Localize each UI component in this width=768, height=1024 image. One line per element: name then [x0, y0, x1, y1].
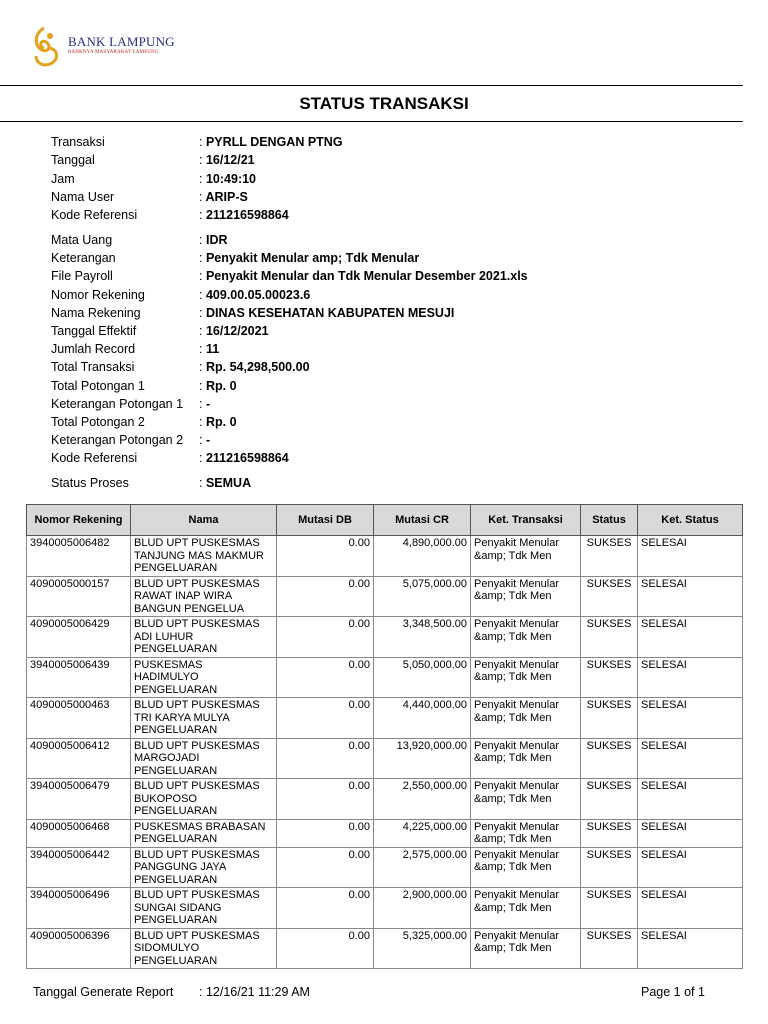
cell-nama: [131, 928, 277, 969]
cell-nama: [131, 657, 277, 698]
cell-mutasi-db: 0.00: [277, 819, 374, 847]
cell-status: SUKSES: [581, 698, 638, 739]
detail-label: Jumlah Record: [51, 342, 136, 357]
cell-ket-status: SELESAI: [638, 888, 743, 929]
cell-status: SUKSES: [581, 888, 638, 929]
cell-ket-transaksi-line: Penyakit Menular: [474, 780, 559, 792]
table-row: [27, 779, 743, 820]
detail-value: [199, 415, 237, 429]
cell-nama: [131, 819, 277, 847]
cell-status: SUKSES: [581, 536, 638, 577]
cell-nomor-rekening: 4090005000463: [27, 698, 131, 739]
cell-nama: [131, 576, 277, 617]
table-row: [27, 928, 743, 969]
cell-nama-line: PENGELUARAN: [134, 562, 218, 574]
cell-ket-transaksi-line: &amp; Tdk Men: [474, 861, 552, 873]
detail-label: Jam: [51, 171, 75, 186]
cell-ket-transaksi: [471, 928, 581, 969]
cell-nama-line: BLUD UPT PUSKESMAS: [134, 537, 260, 549]
detail-value: [199, 476, 251, 490]
detail-colon: :: [199, 189, 203, 204]
cell-nama-line: PENGELUARAN: [134, 683, 218, 696]
detail-colon: :: [199, 269, 203, 284]
detail-label: Tanggal Effektif: [51, 324, 137, 338]
cell-ket-transaksi-line: Penyakit Menular: [474, 739, 559, 752]
detail-value: [199, 153, 255, 167]
detail-colon: :: [199, 233, 203, 247]
detail-label: Keterangan Potongan 2: [51, 433, 184, 448]
detail-value-text: PYRLL DENGAN PTNG: [205, 135, 343, 149]
cell-mutasi-db: 0.00: [277, 779, 374, 820]
detail-label: Kode Referensi: [51, 451, 138, 466]
cell-nama-line: TRI KARYA MULYA: [134, 711, 230, 724]
cell-nama-line: BLUD UPT PUSKESMAS: [134, 889, 260, 901]
cell-nomor-rekening: 4090005006429: [27, 617, 131, 658]
column-header: Nama: [131, 505, 277, 536]
detail-value-text: 10:49:10: [205, 171, 257, 186]
detail-value-text: -: [205, 433, 211, 448]
detail-value: [199, 288, 310, 302]
detail-label: Total Potongan 1: [51, 378, 145, 393]
cell-status: SUKSES: [581, 576, 638, 617]
detail-label: Nama User: [51, 189, 115, 204]
detail-colon: :: [199, 287, 203, 302]
cell-nama-line: BUKOPOSO: [134, 792, 197, 805]
detail-colon: :: [199, 305, 203, 320]
detail-label: Total Potongan 2: [51, 415, 145, 429]
detail-colon: :: [199, 324, 203, 338]
cell-nomor-rekening: 4090005006468: [27, 819, 131, 847]
table-row: [27, 888, 743, 929]
detail-label: Keterangan: [51, 251, 116, 266]
table-row: [27, 536, 743, 577]
cell-nama-line: PENGELUARAN: [134, 873, 218, 886]
brand-tagline: BANKNYA MASYARAKAT LAMPUNG: [68, 50, 159, 55]
detail-value: [199, 360, 310, 374]
cell-ket-status: SELESAI: [638, 819, 743, 847]
detail-label: Tanggal: [51, 153, 95, 168]
detail-label: Transaksi: [51, 135, 105, 149]
cell-ket-transaksi-line: Penyakit Menular: [474, 889, 559, 901]
detail-colon: :: [199, 153, 203, 168]
top-divider: [0, 85, 743, 86]
cell-nama-line: BLUD UPT PUSKESMAS: [134, 577, 260, 590]
detail-label: Total Transaksi: [51, 360, 135, 375]
cell-nama: [131, 536, 277, 577]
cell-nama-line: SUNGAI SIDANG: [134, 901, 222, 914]
cell-nama-line: BLUD UPT PUSKESMAS: [134, 848, 260, 861]
cell-ket-transaksi-line: &amp; Tdk Men: [474, 630, 552, 643]
cell-ket-transaksi-line: &amp; Tdk Men: [474, 671, 552, 683]
cell-ket-status: SELESAI: [638, 698, 743, 739]
cell-nomor-rekening: 4090005006396: [27, 928, 131, 969]
table-row: [27, 576, 743, 617]
table-row: [27, 819, 743, 847]
bank-logo: [30, 24, 200, 74]
table-header-row: [27, 505, 743, 536]
cell-ket-transaksi-line: &amp; Tdk Men: [474, 792, 552, 805]
cell-mutasi-db: 0.00: [277, 928, 374, 969]
cell-nama-line: PUSKESMAS: [134, 658, 203, 671]
cell-status: SUKSES: [581, 779, 638, 820]
cell-nama-line: PENGELUARAN: [134, 914, 218, 926]
detail-colon: :: [199, 433, 203, 448]
detail-value: [199, 251, 419, 265]
cell-ket-transaksi: [471, 738, 581, 779]
cell-nama: [131, 738, 277, 779]
cell-nama-line: BLUD UPT PUSKESMAS: [134, 699, 260, 711]
cell-status: SUKSES: [581, 617, 638, 658]
table-row: [27, 847, 743, 888]
cell-nama-line: RAWAT INAP WIRA: [134, 590, 233, 602]
detail-value: [199, 324, 269, 338]
cell-nama-line: BLUD UPT PUSKESMAS: [134, 929, 260, 942]
cell-nama-line: ADI LUHUR: [134, 630, 194, 643]
cell-ket-status: SELESAI: [638, 657, 743, 698]
cell-mutasi-db: 0.00: [277, 888, 374, 929]
cell-ket-transaksi-line: Penyakit Menular: [474, 658, 559, 671]
cell-nama-line: BLUD UPT PUSKESMAS: [134, 618, 260, 630]
cell-status: SUKSES: [581, 928, 638, 969]
cell-nama-line: PANGGUNG JAYA: [134, 861, 227, 873]
cell-ket-status: SELESAI: [638, 738, 743, 779]
cell-ket-transaksi-line: &amp; Tdk Men: [474, 549, 552, 562]
table-row: [27, 617, 743, 658]
detail-value-text: -: [205, 396, 211, 411]
cell-nomor-rekening: 4090005000157: [27, 576, 131, 617]
generate-label: Tanggal Generate Report: [33, 985, 174, 999]
cell-mutasi-cr: 5,075,000.00: [374, 576, 471, 617]
page-title: STATUS TRANSAKSI: [299, 94, 469, 113]
cell-ket-status: SELESAI: [638, 847, 743, 888]
detail-colon: :: [199, 476, 203, 490]
cell-mutasi-db: 0.00: [277, 576, 374, 617]
cell-ket-transaksi: [471, 536, 581, 577]
cell-ket-transaksi-line: &amp; Tdk Men: [474, 901, 552, 914]
detail-value: [199, 269, 528, 283]
cell-mutasi-db: 0.00: [277, 698, 374, 739]
cell-nama-line: PUSKESMAS BRABASAN: [134, 820, 266, 833]
cell-status: SUKSES: [581, 819, 638, 847]
cell-nama-line: PENGELUARAN: [134, 764, 218, 777]
detail-colon: :: [199, 135, 203, 149]
cell-nama: [131, 779, 277, 820]
detail-label: Kode Referensi: [51, 208, 138, 223]
cell-ket-transaksi-line: &amp; Tdk Men: [474, 590, 552, 602]
column-header: Nomor Rekening: [27, 505, 131, 536]
detail-value: [199, 379, 237, 393]
detail-value: [199, 190, 248, 204]
detail-label: Keterangan Potongan 1: [51, 396, 184, 411]
detail-value-text: 211216598864: [205, 451, 289, 466]
detail-label: Nama Rekening: [51, 305, 141, 320]
cell-mutasi-cr: 13,920,000.00: [374, 738, 471, 779]
cell-nama: [131, 698, 277, 739]
cell-nama-line: TANJUNG MAS MAKMUR: [134, 549, 264, 562]
cell-nama-line: BANGUN PENGELUA: [134, 602, 245, 615]
bank-lampung-emblem-icon: [30, 24, 66, 70]
cell-mutasi-cr: 5,325,000.00: [374, 928, 471, 969]
cell-ket-status: SELESAI: [638, 928, 743, 969]
cell-mutasi-cr: 2,900,000.00: [374, 888, 471, 929]
detail-label: Nomor Rekening: [51, 287, 145, 302]
detail-value: [199, 172, 256, 186]
detail-colon: :: [199, 171, 203, 186]
cell-ket-transaksi: [471, 819, 581, 847]
cell-ket-transaksi-line: &amp; Tdk Men: [474, 942, 552, 954]
detail-colon: :: [199, 251, 203, 266]
page-number: Page 1 of 1: [641, 985, 705, 999]
cell-ket-status: SELESAI: [638, 536, 743, 577]
detail-value-text: Penyakit Menular amp; Tdk Menular: [205, 251, 420, 266]
detail-label: File Payroll: [51, 269, 113, 284]
column-header: Mutasi DB: [277, 505, 374, 536]
cell-nama-line: HADIMULYO: [134, 671, 199, 683]
generate-value: : 12/16/21 11:29 AM: [199, 985, 310, 999]
cell-ket-transaksi: [471, 698, 581, 739]
detail-label: Mata Uang: [51, 233, 113, 247]
cell-ket-transaksi-line: Penyakit Menular: [474, 820, 559, 833]
detail-label: Status Proses: [51, 476, 129, 490]
cell-status: SUKSES: [581, 657, 638, 698]
cell-ket-transaksi-line: Penyakit Menular: [474, 618, 559, 630]
cell-ket-transaksi: [471, 779, 581, 820]
detail-value: [199, 135, 343, 149]
detail-colon: :: [199, 396, 203, 411]
detail-colon: :: [199, 360, 203, 375]
cell-nama: [131, 888, 277, 929]
detail-value-text: Rp. 0: [205, 378, 237, 393]
cell-nomor-rekening: 3940005006442: [27, 847, 131, 888]
cell-ket-transaksi-line: &amp; Tdk Men: [474, 833, 552, 845]
detail-colon: :: [199, 415, 203, 429]
cell-mutasi-cr: 4,225,000.00: [374, 819, 471, 847]
cell-nomor-rekening: 4090005006412: [27, 738, 131, 779]
detail-value: [199, 433, 210, 447]
cell-ket-transaksi-line: &amp; Tdk Men: [474, 752, 552, 764]
cell-ket-transaksi-line: Penyakit Menular: [474, 929, 559, 942]
table-row: [27, 698, 743, 739]
cell-nama-line: BLUD UPT PUSKESMAS: [134, 780, 260, 792]
table-row: [27, 657, 743, 698]
cell-nama-line: PENGELUARAN: [134, 643, 218, 655]
cell-nama-line: SIDOMULYO: [134, 942, 200, 954]
detail-value-text: Rp. 0: [205, 415, 237, 429]
detail-colon: :: [199, 208, 203, 223]
cell-ket-transaksi-line: Penyakit Menular: [474, 577, 559, 590]
cell-mutasi-cr: 5,050,000.00: [374, 657, 471, 698]
cell-mutasi-cr: 3,348,500.00: [374, 617, 471, 658]
cell-ket-transaksi: [471, 657, 581, 698]
cell-ket-transaksi-line: Penyakit Menular: [474, 848, 559, 861]
detail-value-text: IDR: [205, 233, 228, 247]
cell-nama-line: PENGELUARAN: [134, 805, 218, 817]
cell-ket-status: SELESAI: [638, 576, 743, 617]
cell-nama-line: MARGOJADI: [134, 752, 200, 764]
cell-nama: [131, 847, 277, 888]
detail-colon: :: [199, 378, 203, 393]
detail-value-text: 11: [205, 342, 220, 357]
cell-mutasi-cr: 2,575,000.00: [374, 847, 471, 888]
cell-ket-transaksi-line: &amp; Tdk Men: [474, 711, 552, 724]
cell-mutasi-db: 0.00: [277, 657, 374, 698]
detail-value: [199, 451, 289, 465]
detail-value-text: Rp. 54,298,500.00: [205, 360, 310, 375]
cell-status: SUKSES: [581, 738, 638, 779]
detail-value-text: 211216598864: [205, 208, 289, 223]
column-header: Status: [581, 505, 638, 536]
cell-ket-transaksi: [471, 888, 581, 929]
detail-value-text: 409.00.05.00023.6: [205, 287, 311, 302]
detail-colon: :: [199, 342, 203, 357]
detail-value-text: 16/12/2021: [205, 324, 269, 338]
cell-status: SUKSES: [581, 847, 638, 888]
detail-value-text: SEMUA: [205, 476, 252, 490]
cell-mutasi-db: 0.00: [277, 847, 374, 888]
cell-ket-transaksi-line: Penyakit Menular: [474, 699, 559, 711]
cell-nomor-rekening: 3940005006482: [27, 536, 131, 577]
cell-nomor-rekening: 3940005006496: [27, 888, 131, 929]
cell-nama: [131, 617, 277, 658]
column-header: Ket. Status: [638, 505, 743, 536]
detail-value-text: DINAS KESEHATAN KABUPATEN MESUJI: [205, 305, 455, 320]
detail-value: [199, 397, 210, 411]
detail-value: [199, 208, 289, 222]
detail-value-text: Penyakit Menular dan Tdk Menular Desember 2021.xls: [205, 269, 528, 284]
detail-value: [199, 233, 228, 247]
cell-nama-line: PENGELUARAN: [134, 833, 218, 845]
cell-nama-line: PENGELUARAN: [134, 954, 218, 967]
cell-nomor-rekening: 3940005006479: [27, 779, 131, 820]
cell-ket-transaksi: [471, 847, 581, 888]
detail-value: [199, 306, 454, 320]
cell-nama-line: BLUD UPT PUSKESMAS: [134, 739, 260, 752]
detail-value: [199, 342, 219, 356]
detail-value-text: 16/12/21: [205, 153, 255, 168]
cell-mutasi-db: 0.00: [277, 738, 374, 779]
cell-ket-transaksi: [471, 576, 581, 617]
column-header: Ket. Transaksi: [471, 505, 581, 536]
cell-mutasi-db: 0.00: [277, 536, 374, 577]
cell-mutasi-cr: 4,890,000.00: [374, 536, 471, 577]
cell-mutasi-cr: 2,550,000.00: [374, 779, 471, 820]
title-divider: [0, 121, 743, 122]
cell-ket-transaksi-line: Penyakit Menular: [474, 537, 559, 549]
cell-nama-line: PENGELUARAN: [134, 724, 218, 736]
cell-ket-status: SELESAI: [638, 617, 743, 658]
detail-colon: :: [199, 451, 203, 466]
column-header: Mutasi CR: [374, 505, 471, 536]
transaction-table: [26, 504, 743, 969]
detail-value-text: ARIP-S: [205, 189, 248, 204]
table-row: [27, 738, 743, 779]
cell-ket-transaksi: [471, 617, 581, 658]
cell-mutasi-cr: 4,440,000.00: [374, 698, 471, 739]
cell-nomor-rekening: 3940005006439: [27, 657, 131, 698]
brand-name: BANK LAMPUNG: [68, 34, 175, 49]
cell-mutasi-db: 0.00: [277, 617, 374, 658]
cell-ket-status: SELESAI: [638, 779, 743, 820]
